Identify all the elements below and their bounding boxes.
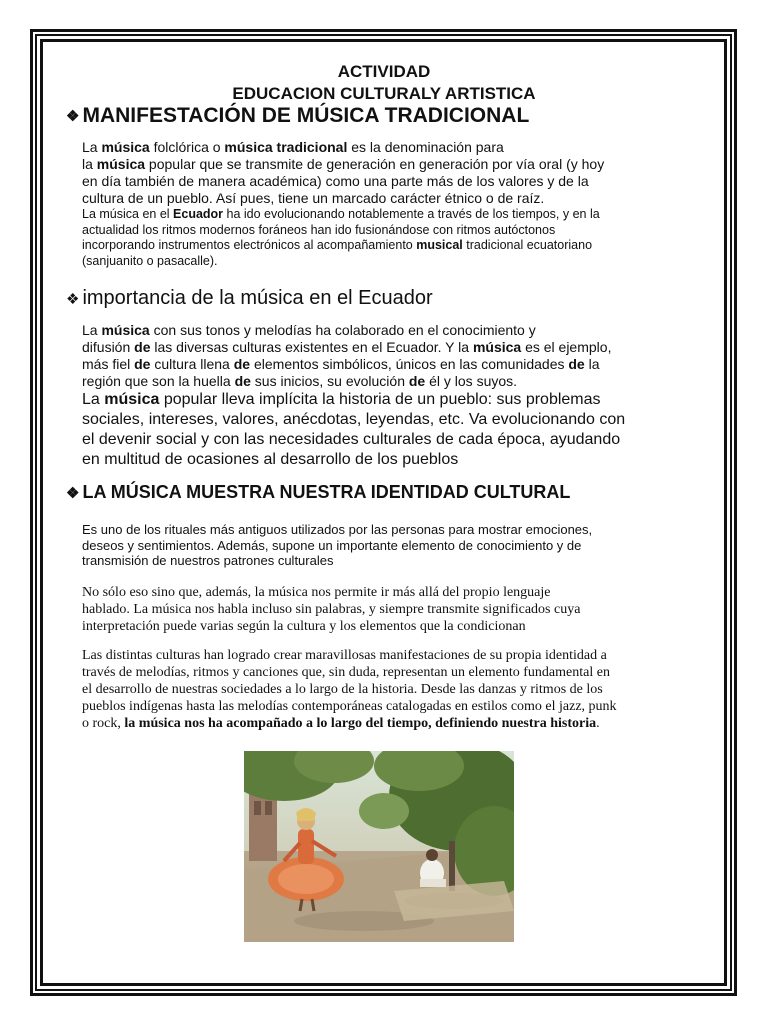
text-run: Las distintas culturas han logrado crear maravillosas manifestaciones de su propia identidad a	[82, 648, 607, 663]
text-run: él y los suyos.	[425, 373, 518, 389]
text-run: (sanjuanito o pasacalle).	[82, 253, 218, 268]
text-run: cultura llena	[150, 356, 234, 372]
paragraph-beyond-language	[82, 584, 682, 635]
text-run: La	[82, 391, 105, 408]
text-line	[82, 553, 682, 569]
bold-text-run: de	[233, 356, 251, 372]
text-run: el desarrollo de nuestras sociedades a lo largo de la historia. Desde las danzas y ritmos de los	[82, 682, 603, 697]
text-run: la	[584, 356, 600, 372]
bold-text-run: de	[234, 373, 251, 389]
bold-text-run: música	[472, 339, 522, 355]
text-line	[82, 450, 682, 470]
text-run: en multitud de ocasiones al desarrollo de los pueblos	[82, 451, 459, 468]
text-run: No sólo eso sino que, además, la música nos permite ir más allá del propio lenguaje	[82, 585, 551, 600]
text-run: las diversas culturas existentes en el Ecuador. Y la	[150, 339, 473, 355]
text-run: con sus tonos y melodías ha colaborado en el conocimiento y	[149, 322, 536, 338]
text-run: difusión	[82, 339, 135, 355]
bold-text-run: de	[568, 356, 585, 372]
text-line	[82, 190, 682, 207]
text-line	[82, 715, 682, 732]
dance-photo	[244, 751, 514, 942]
diamond-bullet-icon: ❖	[66, 485, 80, 503]
text-run: hablado. La música nos habla incluso sin palabras, y siempre transmite significados cuya	[82, 602, 581, 617]
text-run: La	[82, 139, 102, 155]
bold-text-run: música	[101, 322, 150, 338]
text-line	[82, 647, 682, 664]
text-run: través de melodías, ritmos y canciones que, sin duda, representan un elemento fundamental en	[82, 665, 610, 680]
text-line	[82, 238, 682, 254]
text-run: es la denominación para	[347, 139, 504, 155]
text-line	[82, 601, 682, 618]
bold-text-run: de	[134, 339, 151, 355]
text-run: el devenir social y con las necesidades culturales de cada época, ayudando	[82, 431, 621, 448]
text-line	[82, 681, 682, 698]
text-line	[82, 139, 682, 156]
bold-text-run: música tradicional	[224, 139, 348, 155]
text-run: folclórica o	[149, 139, 225, 155]
text-line	[82, 390, 682, 410]
text-run: la	[82, 156, 97, 172]
text-line	[82, 373, 682, 390]
text-run: La música en el	[82, 207, 174, 221]
paragraph-popular-music-history	[82, 390, 682, 470]
text-line	[82, 173, 682, 190]
text-run: La	[82, 322, 102, 338]
bold-text-run: Ecuador	[173, 207, 224, 221]
text-run: elementos simbólicos, únicos en las comunidades	[250, 356, 569, 372]
text-run: ha ido evolucionando notablemente a través de los tiempos, y en la	[223, 207, 600, 221]
text-run: interpretación puede varias según la cultura y los elementos que la condicionan	[82, 619, 526, 634]
text-line	[82, 538, 682, 554]
text-run: más fiel	[82, 356, 135, 372]
text-run: sociales, intereses, valores, anécdotas, leyendas, etc. Va evolucionando con	[82, 411, 626, 428]
text-line	[82, 223, 682, 239]
text-line	[82, 664, 682, 681]
text-run: en día también de manera académica) como una parte más de los valores y de la	[82, 173, 589, 189]
text-run: cultura de un pueblo. Así pues, tiene un marcado carácter étnico o de raíz.	[82, 190, 545, 206]
text-run: transmisión de nuestros patrones culturales	[82, 553, 334, 568]
text-line	[82, 618, 682, 635]
diamond-bullet-icon: ❖	[66, 108, 80, 126]
text-run: popular que se transmite de generación en generación por vía oral (y hoy	[145, 156, 605, 172]
text-run: incorporando instrumentos electrónicos al acompañamiento	[82, 238, 417, 252]
diamond-bullet-icon: ❖	[66, 290, 80, 308]
text-run: región que son la huella	[82, 373, 235, 389]
text-run: o rock,	[82, 716, 125, 731]
bold-text-run: música	[96, 156, 146, 172]
text-line	[82, 254, 682, 270]
text-line	[82, 322, 682, 339]
section-heading-traditional-music: ❖ MANIFESTACIÓN DE MÚSICA TRADICIONAL	[66, 104, 530, 127]
text-line	[82, 522, 682, 538]
paragraph-cultures-identity	[82, 647, 682, 732]
text-run: es el ejemplo,	[521, 339, 612, 355]
text-line	[82, 339, 682, 356]
paragraph-importance-cultures	[82, 322, 682, 390]
bold-text-run: musical	[416, 238, 463, 252]
bold-text-run: de	[134, 356, 151, 372]
text-line	[82, 207, 682, 223]
section-heading-identity: ❖ LA MÚSICA MUESTRA NUESTRA IDENTIDAD CULTURAL	[66, 482, 571, 503]
text-run: pueblos indígenas hasta las melodías contemporáneas catalogadas en estilos como el jazz, punk	[82, 699, 617, 714]
text-line	[82, 410, 682, 430]
text-run: tradicional ecuatoriano	[462, 238, 593, 252]
bold-text-run: música	[104, 391, 160, 408]
text-run: deseos y sentimientos. Además, supone un importante elemento de conocimiento y de	[82, 537, 582, 553]
subject-title: EDUCACION CULTURALY ARTISTICA	[232, 84, 536, 103]
text-run: actualidad los ritmos modernos foráneos han ido fusionándose con ritmos autóctonos	[82, 222, 556, 237]
text-line	[82, 698, 682, 715]
section-heading-importance: ❖ importancia de la música en el Ecuador	[66, 287, 433, 309]
text-line	[82, 156, 682, 173]
activity-title: ACTIVIDAD	[337, 62, 431, 81]
text-line	[82, 356, 682, 373]
paragraph-traditional-definition	[82, 139, 682, 207]
paragraph-rituals	[82, 522, 682, 569]
bold-text-run: la música nos ha acompañado a lo largo del tiempo, definiendo nuestra historia	[124, 716, 597, 731]
text-run: .	[596, 716, 600, 731]
text-run: popular lleva implícita la historia de un pueblo: sus problemas	[159, 391, 601, 408]
text-run: Es uno de los rituales más antiguos utilizados por las personas para mostrar emociones,	[82, 522, 593, 537]
bold-text-run: de	[408, 373, 426, 389]
bold-text-run: música	[101, 139, 150, 155]
paragraph-ecuador-evolution	[82, 207, 682, 269]
text-line	[82, 584, 682, 601]
text-run: sus inicios, su evolución	[250, 373, 409, 389]
text-line	[82, 430, 682, 450]
